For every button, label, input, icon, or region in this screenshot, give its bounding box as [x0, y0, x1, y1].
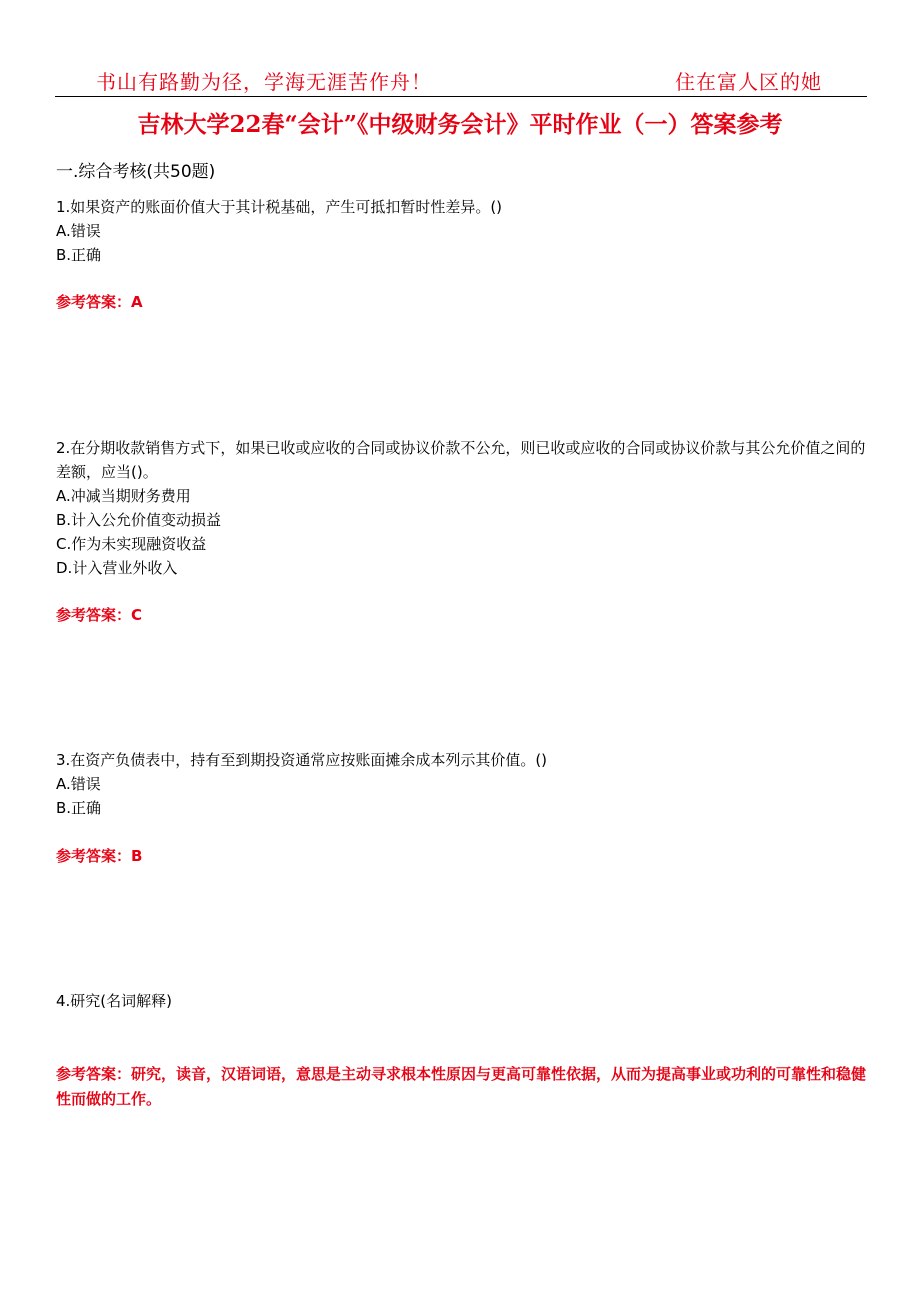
answer-2 — [56, 603, 868, 628]
question-stem: 4.研究(名词解释) — [56, 992, 173, 1010]
answer-value: 研究，读音，汉语词语，意思是主动寻求根本性原因与更高可靠性依据，从而为提高事业或功利的可靠性和稳健性而做的工作。 — [56, 1065, 867, 1108]
question-2 — [56, 436, 868, 580]
answer-value: B — [131, 847, 143, 865]
answer-label: 参考答案： — [56, 293, 132, 311]
question-stem: 3.在资产负债表中，持有至到期投资通常应按账面摊余成本列示其价值。() — [56, 751, 548, 769]
question-option: A.冲减当期财务费用 — [56, 487, 191, 505]
question-option: C.作为未实现融资收益 — [56, 535, 207, 553]
question-3 — [56, 748, 868, 820]
question-4 — [56, 989, 868, 1013]
question-stem: 2.在分期收款销售方式下，如果已收或应收的合同或协议价款不公允，则已收或应收的合同或协议价款与其公允价值之间的差额，应当()。 — [56, 439, 866, 481]
question-option: A.错误 — [56, 775, 101, 793]
header-motto: 书山有路勤为径，学海无涯苦作舟！ — [96, 70, 432, 94]
question-stem: 1.如果资产的账面价值大于其计税基础，产生可抵扣暂时性差异。() — [56, 198, 503, 216]
document-title: 吉林大学22春“会计”《中级财务会计》平时作业（一）答案参考 — [137, 111, 783, 138]
header-divider — [55, 96, 867, 97]
question-1 — [56, 195, 868, 267]
answer-4 — [56, 1062, 868, 1112]
question-option: B.计入公允价值变动损益 — [56, 511, 222, 529]
answer-3 — [56, 844, 868, 869]
answer-label: 参考答案： — [56, 847, 132, 865]
question-option: B.正确 — [56, 246, 102, 264]
question-option: D.计入营业外收入 — [56, 559, 178, 577]
answer-value: C — [131, 606, 143, 624]
question-option: B.正确 — [56, 799, 102, 817]
answer-value: A — [131, 293, 143, 311]
question-option: A.错误 — [56, 222, 101, 240]
answer-label: 参考答案： — [56, 1065, 132, 1083]
answer-1 — [56, 290, 868, 315]
header-author: 住在富人区的她 — [675, 70, 822, 94]
section-heading: 一.综合考核(共50题) — [56, 162, 216, 182]
answer-label: 参考答案： — [56, 606, 132, 624]
